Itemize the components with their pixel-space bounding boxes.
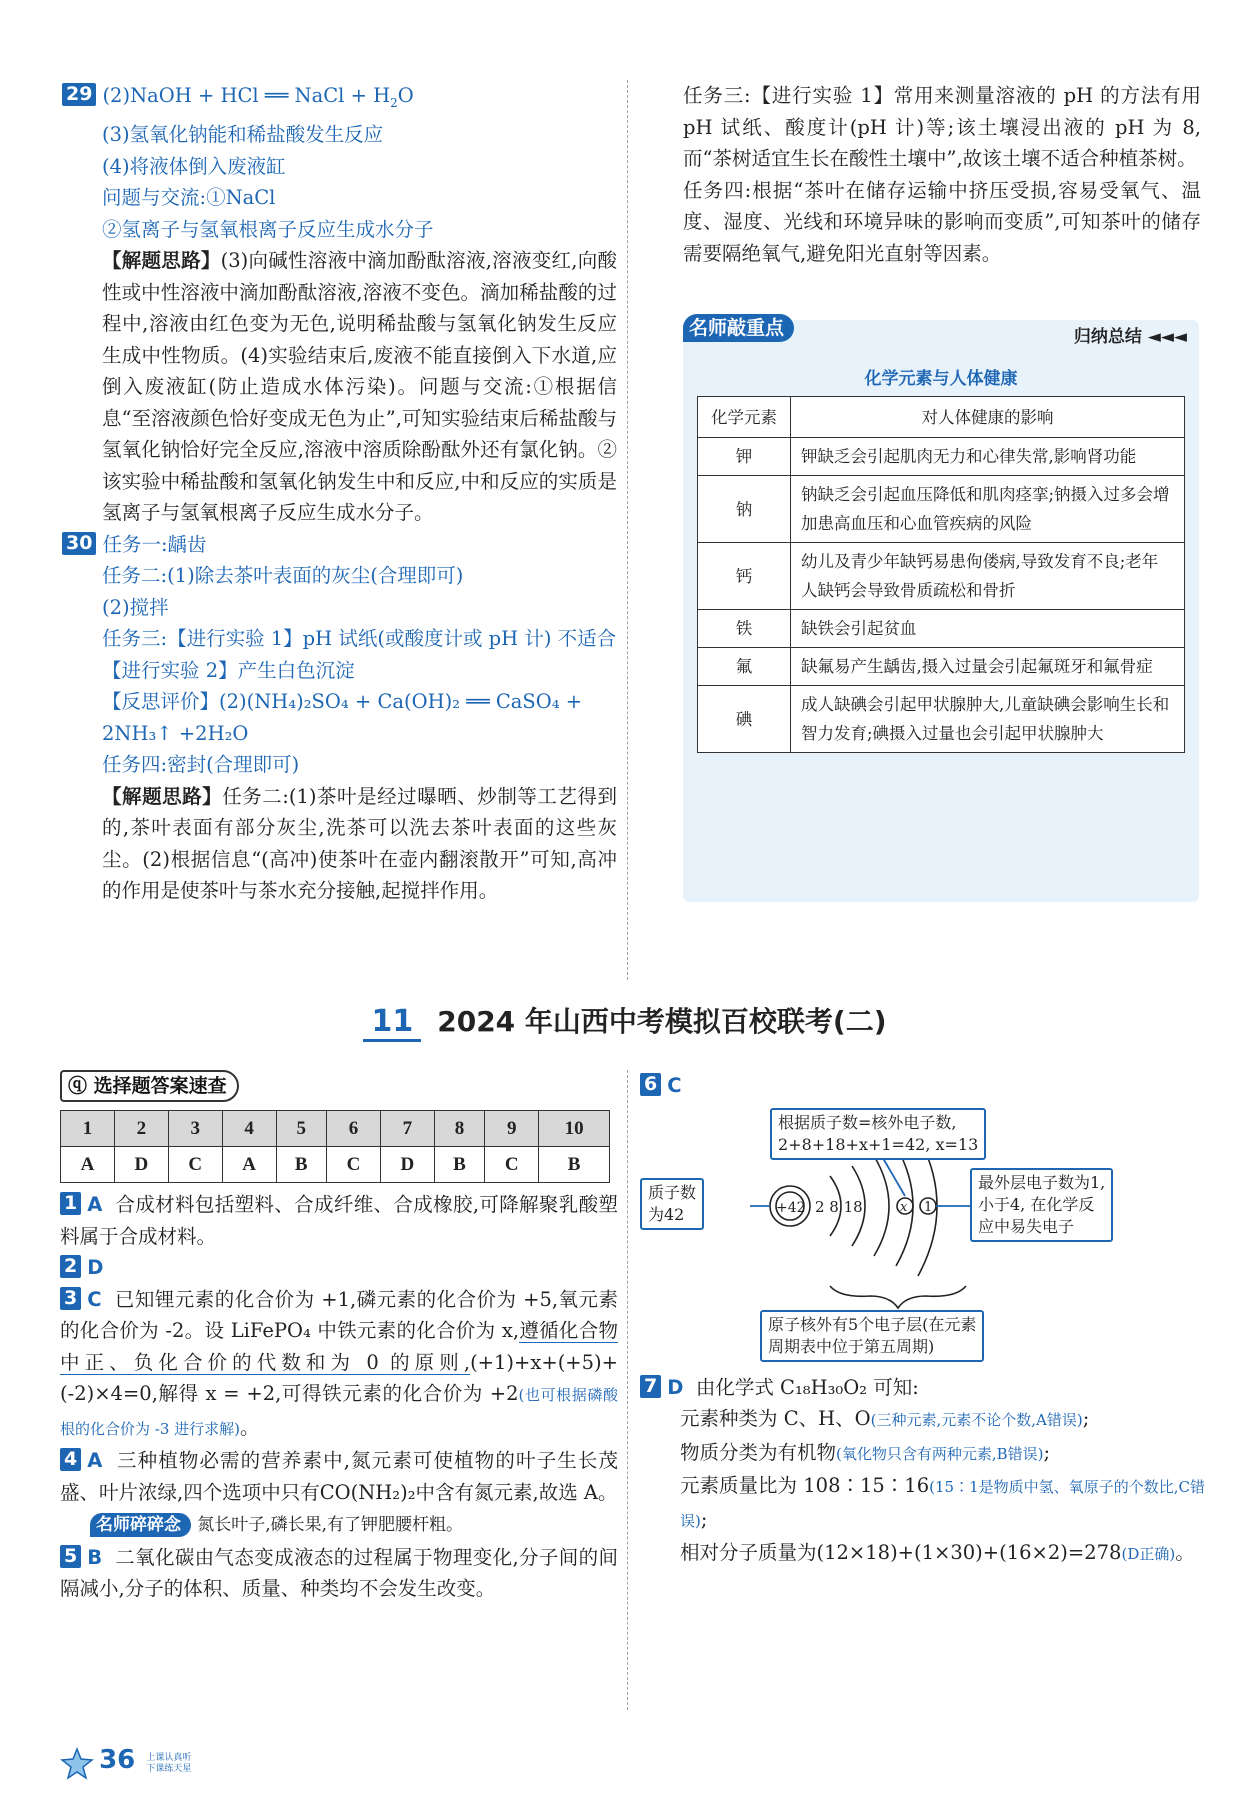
- answer-number: 4: [222, 1111, 276, 1147]
- shell-counts: 2 8 18: [815, 1197, 863, 1216]
- answer-grid: [60, 1110, 610, 1183]
- q29-line5: ②氢离子与氢氧根离子反应生成水分子: [102, 217, 434, 241]
- q7-element-types: 元素种类为 C、H、O(三种元素,元素不论个数,A错误);: [680, 1407, 1090, 1430]
- shell-x: x: [900, 1199, 908, 1215]
- answer-number: 1: [61, 1111, 115, 1147]
- answer-number: 3: [168, 1111, 222, 1147]
- q29-line1: 29 (2)NaOH + HCl ══ NaCl + $H_2O$: [62, 80, 617, 119]
- table-row: [698, 438, 1185, 476]
- q30-line3: (2)搅拌: [102, 595, 169, 619]
- summary-title: 化学元素与人体健康: [864, 369, 1018, 389]
- effect-cell: 幼儿及青少年缺钙易患佝偻病,导致发育不良;老年人缺钙会导致骨质疏松和骨折: [791, 543, 1185, 610]
- q1-answer: 1 A 合成材料包括塑料、合成纤维、合成橡胶,可降解聚乳酸塑料属于合成材料。: [60, 1192, 618, 1248]
- q7-mass-ratio: 元素质量比为 108∶15∶16(15∶1是物质中氢、氧原子的个数比,C错误);: [680, 1474, 1206, 1531]
- q7-classification: 物质分类为有机物(氧化物只含有两种元素,B错误);: [680, 1440, 1051, 1464]
- left-bottom-column: [60, 1070, 618, 1605]
- answer-number: 7: [380, 1111, 434, 1147]
- answer-number: 6: [327, 1111, 381, 1147]
- answer-letter: A: [222, 1147, 276, 1183]
- answer-grid-letters: [61, 1147, 610, 1183]
- table-row: [698, 543, 1185, 610]
- q2-answer: 2 D: [60, 1252, 618, 1284]
- effect-cell: 钠缺乏会引起血压降低和肌肉痉挛;钠摄入过多会增加患高血压和心血管疾病的风险: [791, 476, 1185, 543]
- q29-think: 【解题思路】(3)向碱性溶液中滴加酚酞溶液,溶液变红,向酸性或中性溶液中滴加酚酞溶液,溶液不变色。滴加稀盐酸的过程中,溶液由红色变为无色,说明稀盐酸与氢氧化钠发生反应生成中性物质。(4)实验结束后,废液不能直接倒入下水道,应倒入废液缸(防止造成水体污染)。问题与交流:①根据信息“至溶液颜色恰好变成无色为止”,可知实验结束后稀盐酸与氢氧化钠恰好完全反应,溶液中溶质除酚酞外还有氯化钠。②该实验中稀盐酸和氢氧化钠发生中和反应,中和反应的实质是氢离子与氢氧根离子反应生成水分子。: [102, 249, 617, 525]
- proton-count-note: 质子数 为42: [640, 1178, 704, 1230]
- answer-letter: C: [168, 1147, 222, 1183]
- task3-explain: 任务三:【进行实验 1】常用来测量溶液的 pH 的方法有用 pH 试纸、酸度计(pH 计)等;该土壤浸出液的 pH 为 8,而“茶树适宜生长在酸性土壤中”,故该土壤不适合种植茶树。: [683, 84, 1201, 170]
- q30-line7: 任务四:密封(合理即可): [102, 753, 300, 777]
- quick-check-tab: ⓠ 选择题答案速查: [60, 1070, 239, 1102]
- answer-number: 8: [434, 1111, 485, 1147]
- page-footer: [60, 1745, 191, 1781]
- atom-structure-diagram: [640, 1108, 1205, 1358]
- table-header: 化学元素: [698, 397, 791, 438]
- q30-line5: 【进行实验 2】产生白色沉淀: [102, 658, 355, 682]
- q5-answer: 5 B 二氧化碳由气态变成液态的过程属于物理变化,分子间的间隔减小,分子的体积、质量、种类均不会发生改变。: [60, 1544, 618, 1600]
- q29-badge: 29: [62, 83, 96, 106]
- table-header: 对人体健康的影响: [791, 397, 1185, 438]
- table-row: [698, 686, 1185, 753]
- star-mascot-icon: [60, 1747, 94, 1781]
- task4-explain: 任务四:根据“茶叶在储存运输中挤压受损,容易受氧气、温度、湿度、光线和环境异味的影响而变质”,可知茶叶的储存需要隔绝氧气,避免阳光直射等因素。: [683, 178, 1201, 265]
- nucleus-charge: +42: [776, 1199, 806, 1216]
- page-number: 36: [99, 1745, 136, 1775]
- answer-letter: B: [434, 1147, 485, 1183]
- q30-line1: 30 任务一:龋齿: [62, 529, 617, 561]
- effect-cell: 钾缺乏会引起肌肉无力和心律失常,影响肾功能: [791, 438, 1185, 476]
- column-divider-bottom: [627, 1070, 628, 1710]
- summary-tab: 名师敲重点: [683, 314, 794, 342]
- q7-answer: 7 D 由化学式 C₁₈H₃₀O₂ 可知:: [640, 1372, 1205, 1404]
- table-row: [698, 648, 1185, 686]
- element-cell: 钙: [698, 543, 791, 610]
- q6-answer: 6 C: [640, 1070, 1205, 1102]
- footer-slogan: 上课认真听 下课练天星: [146, 1752, 192, 1774]
- table-row: [698, 610, 1185, 648]
- element-health-table: [697, 396, 1185, 753]
- q7-molecular-mass: 相对分子质量为(12×18)+(1×30)+(16×2)=278(D正确)。: [680, 1541, 1195, 1564]
- element-cell: 铁: [698, 610, 791, 648]
- answer-letter: D: [380, 1147, 434, 1183]
- section-number: 11: [363, 1004, 421, 1042]
- q30-think: 【解题思路】任务二:(1)茶叶是经过曝晒、炒制等工艺得到的,茶叶表面有部分灰尘,洗茶可以洗去茶叶表面的这些灰尘。(2)根据信息“(高冲)使茶叶在壶内翻滚散开”可知,高冲的作用是使茶叶与茶水充分接触,起搅拌作用。: [102, 784, 617, 903]
- answer-letter: B: [539, 1147, 610, 1183]
- answer-letter: C: [327, 1147, 381, 1183]
- proton-electron-note: 根据质子数=核外电子数, 2+8+18+x+1=42, x=13: [770, 1108, 986, 1160]
- electron-layer-note: 原子核外有5个电子层(在元素 周期表中位于第五周期): [760, 1310, 984, 1362]
- table-row: [698, 476, 1185, 543]
- answer-number: 10: [539, 1111, 610, 1147]
- section-title: [0, 1000, 1250, 1040]
- summary-right-label: 归纳总结 ◄◄◄: [1073, 327, 1187, 347]
- element-cell: 碘: [698, 686, 791, 753]
- section-title-text: 2024 年山西中考模拟百校联考(二): [437, 1005, 887, 1038]
- q4-answer: 4 A 三种植物必需的营养素中,氮元素可使植物的叶子生长茂盛、叶片浓绿,四个选项中只有CO(NH₂)₂中含有氮元素,故选 A。: [60, 1448, 618, 1504]
- quick-check-icon: ⓠ: [68, 1075, 88, 1097]
- element-cell: 钾: [698, 438, 791, 476]
- q29-line4: 问题与交流:①NaCl: [102, 186, 276, 210]
- q30-line2: 任务二:(1)除去茶叶表面的灰尘(合理即可): [102, 564, 464, 588]
- right-top-column: [683, 80, 1201, 269]
- column-divider-top: [627, 80, 628, 980]
- tip-tab: 名师碎碎念: [90, 1513, 191, 1537]
- q3-answer: 3 C 已知锂元素的化合价为 +1,磷元素的化合价为 +5,氧元素的化合价为 -2。设 LiFePO₄ 中铁元素的化合价为 x,遵循化合物中正、负化合价的代数和为 0 的原则,(+1)+x+(+5)+(-2)×4=0,解得 x = +2,可得铁元素的化合价为 +2(也可根据磷酸根的化合价为 -3 进行求解)。: [60, 1286, 618, 1439]
- answer-letter: C: [485, 1147, 539, 1183]
- right-bottom-column: [640, 1070, 1205, 1571]
- q30-line4: 任务三:【进行实验 1】pH 试纸(或酸度计或 pH 计) 不适合: [102, 627, 617, 651]
- answer-letter: D: [114, 1147, 168, 1183]
- q29-line2: (3)氢氧化钠能和稀盐酸发生反应: [102, 123, 384, 147]
- answer-letter: A: [61, 1147, 115, 1183]
- q30-line6: 【反思评价】(2)(NH₄)₂SO₄ + Ca(OH)₂ ══ CaSO₄ + 2NH₃↑ +2H₂O: [102, 690, 583, 745]
- summary-box: [683, 317, 1199, 902]
- answer-number: 9: [485, 1111, 539, 1147]
- table-header-row: [698, 397, 1185, 438]
- q29-q30-column: [62, 80, 617, 907]
- answer-letter: B: [276, 1147, 327, 1183]
- answer-number: 2: [114, 1111, 168, 1147]
- effect-cell: 缺铁会引起贫血: [791, 610, 1185, 648]
- q4-tip: 名师碎碎念 氮长叶子,磷长果,有了钾肥腰杆粗。: [60, 1508, 618, 1542]
- answer-number: 5: [276, 1111, 327, 1147]
- element-cell: 钠: [698, 476, 791, 543]
- summary-header: [683, 314, 1199, 347]
- outer-shell-note: 最外层电子数为1, 小于4, 在化学反 应中易失电子: [970, 1168, 1113, 1242]
- shell-one: 1: [924, 1199, 933, 1215]
- element-cell: 氟: [698, 648, 791, 686]
- q29-line3: (4)将液体倒入废液缸: [102, 154, 286, 178]
- q30-badge: 30: [62, 532, 96, 555]
- effect-cell: 缺氟易产生龋齿,摄入过量会引起氟斑牙和氟骨症: [791, 648, 1185, 686]
- answer-grid-numbers: [61, 1111, 610, 1147]
- effect-cell: 成人缺碘会引起甲状腺肿大,儿童缺碘会影响生长和智力发育;碘摄入过量也会引起甲状腺肿大: [791, 686, 1185, 753]
